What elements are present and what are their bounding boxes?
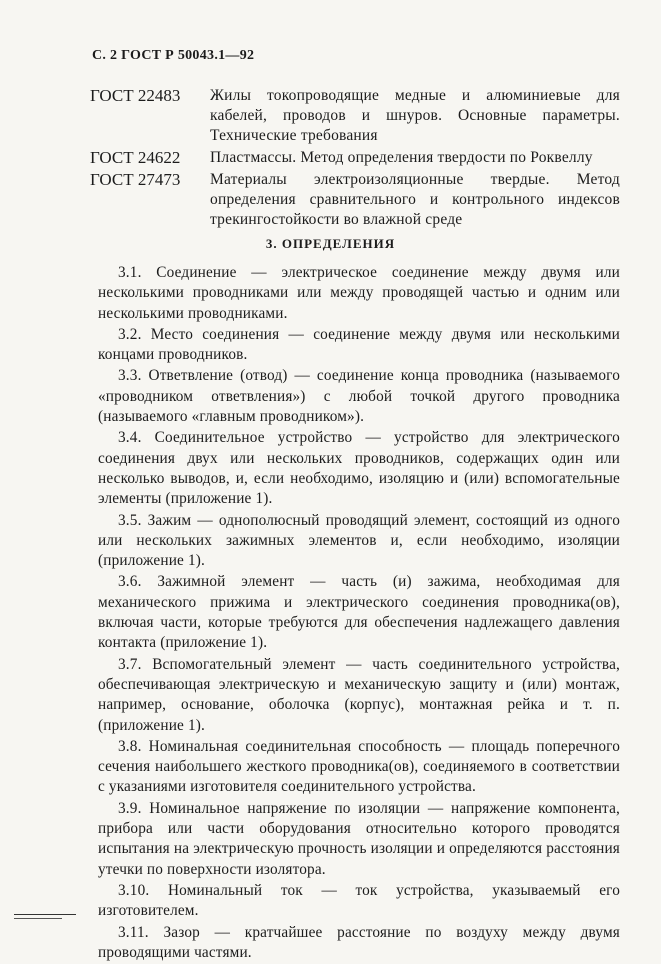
referenced-standards-list bbox=[90, 86, 620, 232]
reference-code: ГОСТ 22483 bbox=[90, 86, 181, 105]
definition-paragraph: 3.6. Зажимной элемент — часть (и) зажима, необходимая для механического прижима и электрического соединения проводника(ов), включая части, которые требуются для обеспечения надлежащего давления контакта (приложение 1). bbox=[98, 573, 620, 652]
definition-paragraph: 3.5. Зажим — однополюсный проводящий элемент, состоящий из одного или нескольких зажимных элементов и, если необходимо, изоляции (приложение 1). bbox=[98, 511, 620, 570]
footer-rule bbox=[14, 914, 76, 915]
definition-paragraph: 3.11. Зазор — кратчайшее расстояние по воздуху между двумя проводящими частями. bbox=[98, 923, 620, 961]
definition-paragraph: 3.2. Место соединения — соединение между двумя или несколькими концами проводников. bbox=[98, 325, 620, 364]
page-header: С. 2 ГОСТ Р 50043.1—92 bbox=[92, 48, 255, 63]
section-title: 3. ОПРЕДЕЛЕНИЯ bbox=[265, 236, 396, 251]
definition-paragraph: 3.1. Соединение — электрическое соединение между двумя или несколькими проводниками или между проводящей частью и одним или несколькими проводниками. bbox=[98, 264, 620, 322]
definitions-list bbox=[98, 263, 620, 964]
definition-paragraph: 3.3. Ответвление (отвод) — соединение конца проводника (называемого «проводником ответвления») с любой точкой другого проводника (называемого «главным проводником»). bbox=[98, 367, 620, 426]
reference-description: Пластмассы. Метод определения твердости по Роквеллу bbox=[210, 149, 593, 166]
definition-paragraph: 3.10. Номинальный ток — ток устройства, указываемый его изготовителем. bbox=[98, 881, 620, 920]
definition-paragraph: 3.4. Соединительное устройство — устройство для электрического соединения двух или нескольких проводников, содержащих один или несколько выводов, и, если необходимо, изоляцию и (или) вспомогательные элементы (приложение 1). bbox=[98, 429, 620, 508]
reference-description: Материалы электроизоляционные твердые. Метод определения сравнительного и контрольного индексов трекингостойкости во влажной среде bbox=[210, 171, 620, 228]
reference-row bbox=[90, 148, 620, 168]
definition-paragraph: 3.7. Вспомогательный элемент — часть соединительного устройства, обеспечивающая электрическую и механическую защиту и (или) монтаж, например, основание, оболочка (корпус), монтажная рейка и т. п. (приложение 1). bbox=[98, 655, 620, 734]
reference-row bbox=[90, 86, 620, 146]
reference-description: Жилы токопроводящие медные и алюминиевые для кабелей, проводов и шнуров. Основные параметры. Технические требования bbox=[210, 87, 620, 144]
definition-paragraph: 3.8. Номинальная соединительная способность — площадь поперечного сечения наибольшего жесткого проводника(ов), соединяемого в соответствии с указаниями изготовителя соединительного устройства. bbox=[98, 737, 620, 796]
footer-rule bbox=[14, 918, 62, 919]
reference-code: ГОСТ 24622 bbox=[90, 148, 181, 167]
reference-code: ГОСТ 27473 bbox=[90, 170, 181, 189]
reference-row bbox=[90, 170, 620, 230]
definition-paragraph: 3.9. Номинальное напряжение по изоляции — напряжение компонента, прибора или части оборудования относительно которого проводятся испытания на электрическую прочность изоляции и определяются расстояния утечки по поверхности изолятора. bbox=[98, 799, 620, 878]
